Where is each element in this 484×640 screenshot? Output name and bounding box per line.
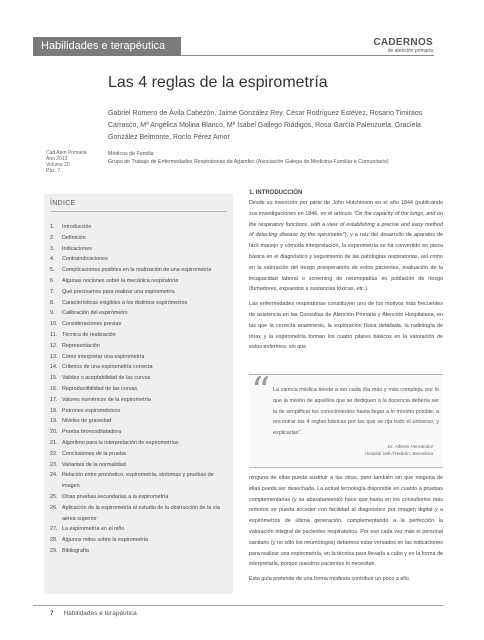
- index-item-number: 3.: [50, 245, 55, 252]
- page-footer: [50, 610, 137, 617]
- author-affiliation: [108, 150, 443, 166]
- index-item-label: Validez o aceptabilidad de las curvas: [62, 375, 151, 382]
- index-item: [50, 427, 230, 438]
- index-item-number: 26.: [50, 504, 58, 511]
- index-item-number: 20.: [50, 429, 58, 436]
- footer-section: Habilidades e terapéutica: [63, 610, 137, 617]
- index-item-number: 29.: [50, 547, 58, 554]
- index-item-number: 25.: [50, 493, 58, 500]
- index-item: [50, 449, 230, 460]
- index-item: [50, 308, 230, 319]
- index-item-label: Patrones espirométricos: [62, 407, 121, 414]
- footer-rule: [33, 605, 443, 606]
- index-item: [50, 395, 230, 406]
- journal-brand: [373, 38, 433, 54]
- brand-name: CADERNOS: [373, 37, 433, 48]
- page-number: 7: [50, 610, 54, 617]
- index-item-number: 23.: [50, 461, 58, 468]
- meta-year: Ano 2013: [46, 156, 68, 162]
- index-item-label: Bibliografía: [62, 547, 89, 554]
- index-item: [50, 524, 230, 535]
- citation-meta: [46, 150, 106, 174]
- meta-journal: Cad Aten Primaria: [46, 150, 87, 156]
- index-item-number: 15.: [50, 375, 58, 382]
- quote-mark-icon: “: [251, 369, 271, 413]
- index-item-label: Otras pruebas secundarias a la espirometría: [62, 493, 169, 500]
- brand-subtitle: de atención primaria: [387, 48, 433, 54]
- index-item-label: Complicaciones posibles en la realización de una espirometría: [62, 267, 212, 274]
- index-rule: [50, 211, 226, 212]
- index-item-label: Técnica de realización: [62, 331, 116, 338]
- index-item-label: Prueba broncodilatadora: [62, 429, 122, 436]
- index-item-number: 16.: [50, 385, 58, 392]
- quote-author: Dr. Alberto Hernández: [387, 444, 433, 449]
- index-item-label: Algunas nociones sobre la mecánica respiratoria: [62, 277, 179, 284]
- paragraph: Las enfermedades respiratorias constituyen uno de los motivos más frecuentes de asistencia en las Consultas de Atención Primaria y Atención Hospitalaria, en las que la correcta anamnesis, la exploración física detallada, la radiología de tórax y la espirometría forman los cuatro pilares básicos en la valoración de estos enfermos, sin que: [249, 301, 443, 351]
- index-item-label: Cómo interpretar una espirometría: [62, 353, 145, 360]
- article-citation: "On the capacity of the lungs, and on the respiratory functions, with a view of establishing a precise and easy method of detecting disease by the spirometer": [249, 210, 443, 239]
- body-column-bottom: [249, 473, 443, 589]
- index-item-number: 18.: [50, 407, 58, 414]
- quote-text: La ciencia médica tiende a ser cada día más y más compleja, por lo que la misión de aquéllos que se dediquen a la docencia debería ser la de simplificar los conocimientos hasta llegar a lo mínimo posible, a encontrar las 4 reglas básicas por las que se rija todo el universo, y explicarlas".: [273, 387, 439, 437]
- index-item-label: Reproductibilidad de las curvas: [62, 385, 137, 392]
- index-item-number: 14.: [50, 364, 58, 371]
- index-item: [50, 373, 230, 384]
- index-item-number: 4.: [50, 256, 55, 263]
- index-item-label: Características exigibles a los distintos espirómetros: [62, 299, 188, 306]
- index-item-label: Introducción: [62, 224, 92, 230]
- quote-place: Hospital Vall d'Hebrón, Barcelona: [364, 450, 433, 456]
- index-item-label: Aplicación de la espirometría al estudio de la obstrucción de la vía aérea superior: [62, 504, 220, 522]
- paragraph-text: Desde su invención por parte de John Hutchinson en el año 1844 (publicando sus investigaciones en 1846, en el artículo: [249, 200, 443, 217]
- index-item: [50, 265, 230, 276]
- index-item-number: 12.: [50, 342, 58, 349]
- index-item-label: La espirometría en el niño: [62, 526, 125, 533]
- section-banner: [33, 37, 181, 56]
- index-item-label: Qué precisamos para realizar una espirometría: [62, 288, 175, 295]
- affiliation-line: Grupo de Trabajo de Enfermedades Respiratorias da Agamfec (Asociación Galega de Medicina Familiar e Comunitaria): [108, 159, 389, 165]
- index-item-label: Criterios de una espirometría correcta: [62, 364, 153, 371]
- quote-attribution: [365, 444, 433, 457]
- index-item: [50, 319, 230, 330]
- index-item-label: Relación entre pronóstico, espirometría, síntomas y pruebas de imagen: [62, 472, 214, 490]
- paragraph-text: ), y a raíz del desarrollo de aparatos de fácil manejo y cómoda interpretación, la espirometría se ha convertido en pieza básica en el diagnóstico y seguimiento de las patologías respiratorias, así como en la valoración del riesgo preoperatorio de estos pacientes, evaluación de la incapacidad laboral o screening de neumopatías en población de riesgo (fumadores, expuestos a sustancias tóxicas, etc.).: [249, 232, 443, 293]
- paragraph: ninguna de ellas pueda sustituir a las otras, pero también sin que ninguna de ellas pueda ser desechada. La actual tecnología disponible en cuanto a pruebas complementarias (y su abaratamiento) hace que hasta en los consultorios más remotos se pueda acceder con facilidad al diagnóstico por imagen digital y a espirómetros de última generación, complementando a la perfección la valoración integral de pacientes respiratorios. Por eso cada vez más el personal sanitario (y no sólo los neumólogos) debemos estar versados en las indicaciones para realizar una espirometría, en la técnica para llevarla a cabo y en la forma de interpretarla, porque nuestros pacientes lo necesitan.: [249, 475, 443, 568]
- article-title: Las 4 reglas de la espirometría: [108, 74, 328, 91]
- index-item: [50, 298, 230, 309]
- index-item-label: Contraindicaciones: [62, 256, 108, 263]
- index-item-number: 24.: [50, 472, 58, 479]
- index-item: [50, 384, 230, 395]
- index-heading: ÍNDICE: [50, 200, 76, 207]
- affiliation-line: Médicos de Familia: [108, 151, 154, 157]
- meta-page: Páx. 7: [46, 168, 61, 174]
- index-item-number: 10.: [50, 321, 58, 328]
- index-item: [50, 244, 230, 255]
- index-item: [50, 406, 230, 417]
- index-item: [50, 416, 230, 427]
- index-item: [50, 233, 230, 244]
- index-item-label: Representación: [62, 342, 100, 349]
- index-item: [50, 287, 230, 298]
- index-item-label: Variantes de la normalidad: [62, 461, 126, 468]
- index-item-label: Niveles de gravedad: [62, 418, 112, 425]
- index-item-number: 5.: [50, 267, 55, 274]
- index-item: [50, 276, 230, 287]
- index-item: [50, 492, 230, 503]
- header-rule: [181, 55, 434, 56]
- index-item: [50, 470, 230, 492]
- index-item-label: Conclusiones de la prueba: [62, 450, 126, 457]
- index-item-label: Definición: [62, 234, 86, 241]
- index-item: [50, 546, 230, 557]
- index-item: [50, 222, 230, 233]
- index-item-label: Calibración del espirómetro: [62, 310, 128, 317]
- meta-volume: Volume 20: [46, 162, 70, 168]
- pull-quote: [249, 369, 443, 468]
- index-item-number: 13.: [50, 353, 58, 360]
- index-item-label: Indicaciones: [62, 245, 92, 252]
- article-authors: Gabriel Romero de Ávila Cabezón, Jaime González Rey, César Rodríguez Estévez, Rosario Timiraos Carrasco, Mª Angélica Molina Blanco, Mª Isabel Gallego Riádigos, Rosa García Palenzuela, Graciela González Belmonte, Rocío Pérez Amor: [108, 110, 423, 141]
- index-item-number: 19.: [50, 418, 58, 425]
- index-item: [50, 254, 230, 265]
- index-item-number: 17.: [50, 396, 58, 403]
- index-item-label: Algunos mitos sobre la espirometría: [62, 537, 148, 544]
- index-item: [50, 341, 230, 352]
- index-item-number: 21.: [50, 439, 58, 446]
- body-column-top: [249, 188, 443, 357]
- index-box: [44, 194, 233, 594]
- index-item-number: 7.: [50, 288, 55, 295]
- index-item: [50, 330, 230, 341]
- index-item-number: 22.: [50, 450, 58, 457]
- index-item: [50, 503, 230, 525]
- index-item-number: 9.: [50, 310, 55, 317]
- index-item-label: Valores numéricos de la espirometría: [62, 396, 151, 403]
- index-item-number: 28.: [50, 537, 58, 544]
- index-item-number: 6.: [50, 277, 55, 284]
- section-banner-label: Habilidades e terapéutica: [41, 40, 166, 52]
- index-item-number: 1.: [50, 224, 55, 230]
- paragraph: Esta guía pretende de una forma modesta contribuir un poco a ello.: [249, 576, 411, 583]
- index-item-number: 2.: [50, 234, 55, 241]
- index-item: [50, 460, 230, 471]
- index-item-number: 8.: [50, 299, 55, 306]
- index-item: [50, 535, 230, 546]
- index-item-label: Consideraciones previas: [62, 321, 122, 328]
- index-item-number: 11.: [50, 331, 58, 338]
- index-item-label: Algoritmo para la interpretación de espirometrías: [62, 439, 179, 446]
- index-item: [50, 438, 230, 449]
- index-item: [50, 352, 230, 363]
- paragraph: [249, 198, 443, 295]
- section-heading: 1. INTRODUCCIÓN: [249, 190, 303, 196]
- index-list: [50, 222, 230, 557]
- index-item: [50, 362, 230, 373]
- index-item-number: 27.: [50, 526, 58, 533]
